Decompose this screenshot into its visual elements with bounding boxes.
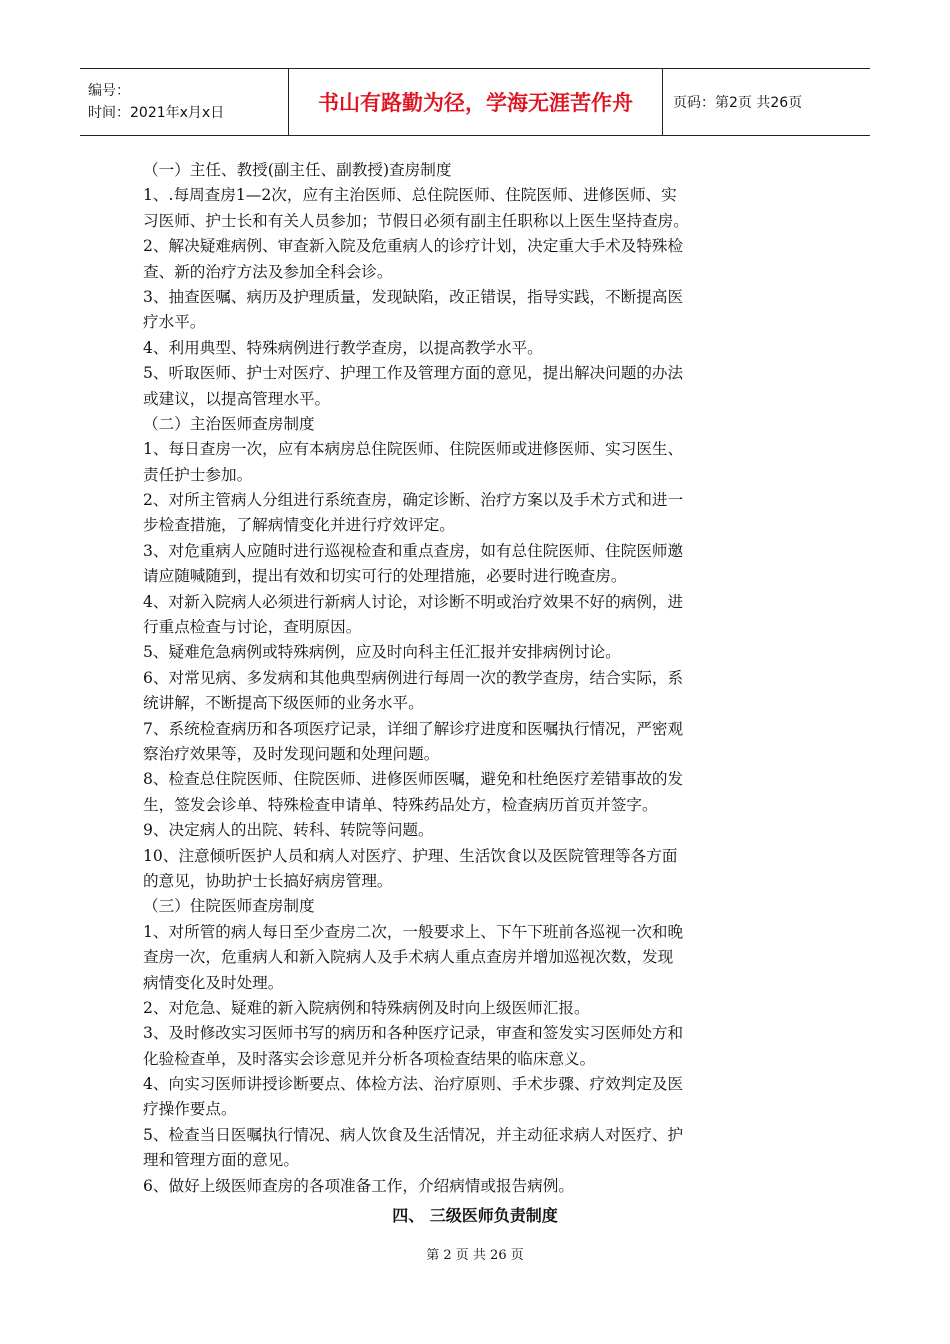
body-line: 统讲解，不断提高下级医师的业务水平。 (143, 694, 424, 713)
body-line: 理和管理方面的意见。 (143, 1151, 299, 1170)
body-line: 生，签发会诊单、特殊检查申请单、特殊药品处方，检查病历首页并签字。 (143, 795, 658, 814)
body-line: 行重点检查与讨论，查明原因。 (143, 618, 362, 637)
body-line: 5、听取医师、护士对医疗、护理工作及管理方面的意见，提出解决问题的办法 (143, 364, 684, 383)
body-line: 2、解决疑难病例、审查新入院及危重病人的诊疗计划，决定重大手术及特殊检 (143, 237, 684, 256)
header-motto: 书山有路勤为径，学海无涯苦作舟 (318, 91, 633, 115)
document-body (143, 158, 808, 1199)
body-line: 查房一次，危重病人和新入院病人及手术病人重点查房并增加巡视次数，发现 (143, 948, 674, 967)
body-line: 请应随喊随到，提出有效和切实可行的处理措施，必要时进行晚查房。 (143, 567, 627, 586)
body-line: （三）住院医师查房制度 (143, 897, 315, 916)
body-line: 化验检查单，及时落实会诊意见并分析各项检查结果的临床意义。 (143, 1049, 596, 1068)
body-line: 察治疗效果等，及时发现问题和处理问题。 (143, 744, 440, 763)
body-line: 7、系统检查病历和各项医疗记录，详细了解诊疗进度和医嘱执行情况，严密观 (143, 719, 684, 738)
body-line: 疗操作要点。 (143, 1100, 237, 1119)
document-header (80, 68, 870, 136)
body-line: 病情变化及时处理。 (143, 973, 284, 992)
body-line: 4、对新入院病人必须进行新病人讨论，对诊断不明或治疗效果不好的病例，进 (143, 592, 684, 611)
body-line: 6、对常见病、多发病和其他典型病例进行每周一次的教学查房，结合实际，系 (143, 668, 684, 687)
page-footer: 第 2 页 共 26 页 (426, 1248, 524, 1263)
header-page-label: 页码：第2页 共26页 (673, 95, 803, 111)
body-line: 责任护士参加。 (143, 465, 253, 484)
body-line: 4、利用典型、特殊病例进行教学查房，以提高教学水平。 (143, 338, 543, 357)
body-line: 步检查措施，了解病情变化并进行疗效评定。 (143, 516, 455, 535)
body-line: 查、新的治疗方法及参加全科会诊。 (143, 262, 393, 281)
body-line: 10、注意倾听医护人员和病人对医疗、护理、生活饮食以及医院管理等各方面 (143, 846, 678, 865)
body-line: 3、抽查医嘱、病历及护理质量，发现缺陷，改正错误，指导实践，不断提高医 (143, 287, 684, 306)
body-line: 1、.每周查房1—2次，应有主治医师、总住院医师、住院医师、进修医师、实 (143, 186, 677, 205)
body-line: 或建议，以提高管理水平。 (143, 389, 331, 408)
body-line: 1、每日查房一次，应有本病房总住院医师、住院医师或进修医师、实习医生、 (143, 440, 684, 459)
number-label: 编号： (88, 83, 130, 99)
body-line: 2、对危急、疑难的新入院病例和特殊病例及时向上级医师汇报。 (143, 998, 590, 1017)
body-line: 5、检查当日医嘱执行情况、病人饮食及生活情况，并主动征求病人对医疗、护 (143, 1125, 684, 1144)
body-line: （二）主治医师查房制度 (143, 414, 315, 433)
header-meta (80, 69, 289, 136)
body-line: 8、检查总住院医师、住院医师、进修医师医嘱，避免和杜绝医疗差错事故的发 (143, 770, 684, 789)
body-line: 疗水平。 (143, 313, 206, 332)
body-line: 习医师、护士长和有关人员参加；节假日必须有副主任职称以上医生坚持查房。 (143, 211, 689, 230)
body-line: 9、决定病人的出院、转科、转院等问题。 (143, 821, 434, 840)
body-line: 6、做好上级医师查房的各项准备工作，介绍病情或报告病例。 (143, 1176, 574, 1195)
body-line: 1、对所管的病人每日至少查房二次，一般要求上、下午下班前各巡视一次和晚 (143, 922, 684, 941)
body-line: 4、向实习医师讲授诊断要点、体检方法、治疗原则、手术步骤、疗效判定及医 (143, 1075, 684, 1094)
body-line: （一）主任、教授(副主任、副教授)查房制度 (143, 161, 452, 179)
section-title: 四、 三级医师负责制度 (392, 1206, 558, 1225)
header-motto-cell (289, 69, 663, 136)
body-line: 2、对所主管病人分组进行系统查房，确定诊断、治疗方案以及手术方式和进一 (143, 491, 684, 510)
body-line: 3、及时修改实习医师书写的病历和各种医疗记录，审查和签发实习医师处方和 (143, 1024, 684, 1043)
body-line: 5、疑难危急病例或特殊病例，应及时向科主任汇报并安排病例讨论。 (143, 643, 621, 662)
body-line: 3、对危重病人应随时进行巡视检查和重点查房，如有总住院医师、住院医师邀 (143, 541, 684, 560)
body-line: 的意见，协助护士长搞好病房管理。 (143, 871, 393, 890)
time-label: 时间：2021年x月x日 (88, 105, 225, 121)
